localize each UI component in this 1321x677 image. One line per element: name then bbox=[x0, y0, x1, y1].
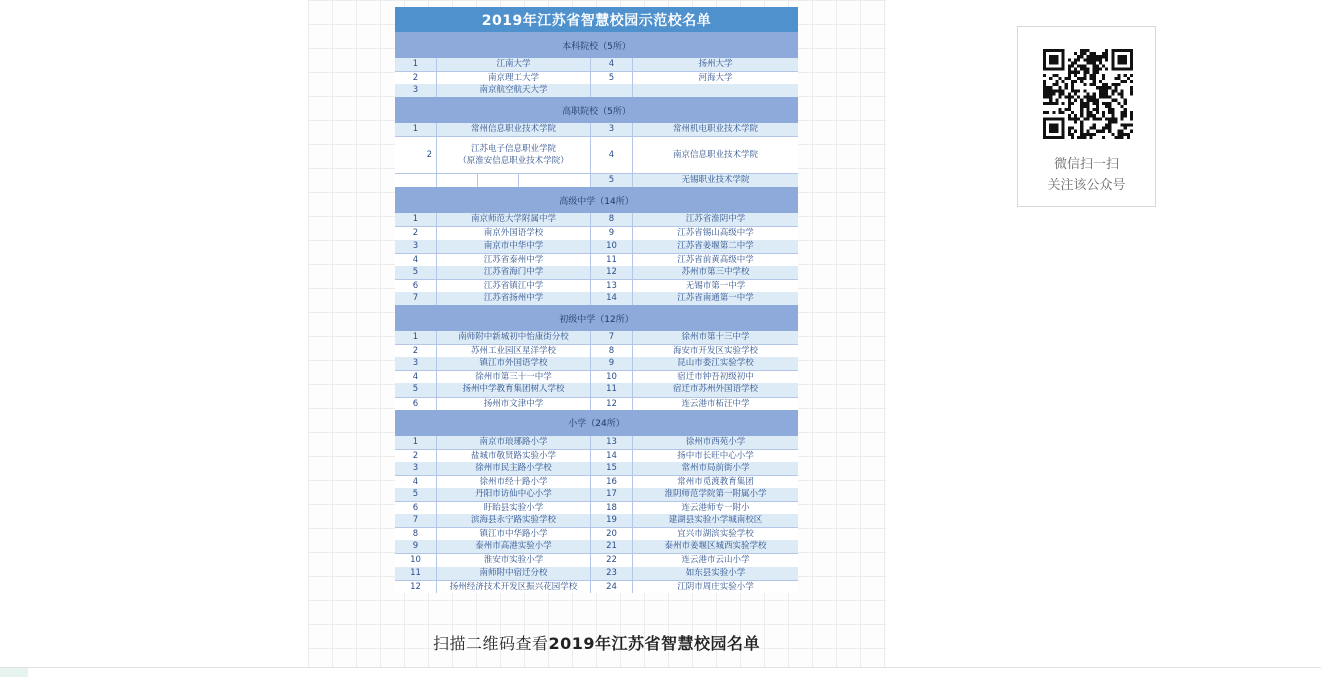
table-row bbox=[395, 58, 798, 71]
row-number-left: 1 bbox=[395, 123, 437, 136]
table-row bbox=[395, 71, 798, 84]
row-number-right: 8 bbox=[591, 213, 633, 226]
school-name-right: 宜兴市湖滨实验学校 bbox=[677, 529, 754, 540]
row-number-right: 4 bbox=[591, 58, 633, 71]
school-name-left: 徐州市第三十一中学 bbox=[437, 371, 591, 383]
school-name-right: 无锡市第一中学 bbox=[685, 280, 746, 291]
school-name-right: 江苏省淮阴中学 bbox=[685, 214, 746, 225]
school-name-right: 江阴市周庄实验小学 bbox=[677, 581, 754, 592]
row-number-left: 1 bbox=[395, 213, 437, 226]
qr-caption-line1: 微信扫一扫 bbox=[1053, 157, 1119, 172]
table-row bbox=[395, 540, 798, 553]
row-number-right: 7 bbox=[591, 331, 633, 344]
row-number-right: 10 bbox=[591, 240, 633, 253]
corner-tab bbox=[0, 668, 28, 677]
table-row bbox=[395, 397, 798, 410]
table-row bbox=[395, 213, 798, 226]
row-number-right: 10 bbox=[591, 371, 633, 383]
row-number-right: 3 bbox=[591, 123, 633, 136]
row-number-right: 14 bbox=[591, 292, 633, 305]
school-name-right: 泰州市姜堰区城西实验学校 bbox=[664, 541, 767, 552]
school-name-left: 扬州中学教育集团树人学校 bbox=[437, 383, 591, 396]
school-name-left: 南京市琅琊路小学 bbox=[437, 436, 591, 449]
section-header: 本科院校（5所） bbox=[395, 32, 798, 58]
section-header: 小学（24所） bbox=[395, 410, 798, 436]
school-name-right: 常州机电职业技术学院 bbox=[672, 124, 758, 135]
school-name-right: 连云港师专一附小 bbox=[681, 503, 750, 514]
school-name-left: 江苏省镇江中学 bbox=[437, 280, 591, 292]
row-number-left: 4 bbox=[395, 371, 437, 383]
school-name-left: 滨海县永宁路实验学校 bbox=[437, 514, 591, 527]
row-number-right: 12 bbox=[591, 398, 633, 410]
school-name-right: 南京信息职业技术学院 bbox=[672, 150, 758, 161]
row-number-right: 16 bbox=[591, 476, 633, 488]
row-number-left: 12 bbox=[395, 581, 437, 593]
school-name-left: 南师附中新城初中怡康街分校 bbox=[437, 331, 591, 344]
table-row bbox=[395, 266, 798, 279]
table-row bbox=[395, 253, 798, 266]
school-name-left: 淮安市实验小学 bbox=[437, 554, 591, 566]
row-number-right: 14 bbox=[591, 450, 633, 462]
school-name-right: 宿迁市苏州外国语学校 bbox=[672, 384, 758, 395]
school-list-sheet bbox=[395, 7, 798, 590]
school-name-right: 江苏省姜堰第二中学 bbox=[677, 240, 754, 251]
row-number-right: 18 bbox=[591, 502, 633, 514]
row-number-right: 5 bbox=[591, 174, 633, 187]
school-name-right: 扬州大学 bbox=[698, 59, 733, 69]
table-row bbox=[395, 383, 798, 396]
school-name-right: 江苏省前黄高级中学 bbox=[677, 254, 754, 265]
qr-card bbox=[1017, 26, 1156, 207]
row-number-right: 9 bbox=[591, 357, 633, 370]
school-name-right: 常州市觅渡教育集团 bbox=[677, 476, 754, 487]
table-row bbox=[395, 84, 798, 97]
row-number-right: 13 bbox=[591, 280, 633, 292]
section-header: 高级中学（14所） bbox=[395, 187, 798, 213]
school-name-left bbox=[437, 137, 591, 173]
section-header: 高职院校（5所） bbox=[395, 97, 798, 123]
table-row bbox=[395, 580, 798, 593]
school-name-right: 海安市开发区实验学校 bbox=[672, 346, 758, 357]
caption-prefix: 扫描二维码查看 bbox=[432, 634, 549, 653]
row-number-right: 15 bbox=[591, 462, 633, 475]
table-row bbox=[395, 226, 798, 239]
caption bbox=[395, 631, 798, 654]
table-row bbox=[395, 331, 798, 344]
school-name-left: 南京理工大学 bbox=[437, 72, 591, 84]
school-name-left: 丹阳市访仙中心小学 bbox=[437, 488, 591, 501]
row-number-left: 1 bbox=[395, 436, 437, 449]
table-row bbox=[395, 488, 798, 501]
school-name-left: 南京航空航天大学 bbox=[437, 84, 591, 97]
table-row bbox=[395, 553, 798, 566]
school-name-right: 昆山市娄江实验学校 bbox=[677, 358, 754, 369]
empty-cell bbox=[395, 174, 437, 187]
empty-cell bbox=[437, 174, 478, 187]
school-name-line1: 江苏电子信息职业学院 bbox=[470, 144, 556, 155]
school-name-right: 无锡职业技术学院 bbox=[633, 174, 798, 187]
school-name-left: 江苏省扬州中学 bbox=[437, 292, 591, 305]
school-name-right: 河海大学 bbox=[698, 73, 733, 84]
row-number-right: 13 bbox=[591, 436, 633, 449]
school-name-right: 徐州市西苑小学 bbox=[685, 436, 746, 447]
row-number-left: 2 bbox=[395, 72, 437, 84]
row-number-left: 2 bbox=[395, 345, 437, 357]
school-name-right: 扬中市长旺中心小学 bbox=[677, 450, 754, 461]
qr-caption-line2: 关注该公众号 bbox=[1047, 178, 1126, 193]
school-name-right: 宿迁市钟吾初级初中 bbox=[677, 372, 754, 383]
row-number-right: 17 bbox=[591, 488, 633, 501]
row-number-left: 3 bbox=[395, 240, 437, 253]
row-number-left: 3 bbox=[395, 462, 437, 475]
school-name-left: 镇江市中华路小学 bbox=[437, 528, 591, 540]
school-name-left: 徐州市民主路小学校 bbox=[437, 462, 591, 475]
empty-cell bbox=[519, 174, 591, 187]
school-name-right: 江苏省南通第一中学 bbox=[677, 292, 754, 303]
row-number-left: 7 bbox=[395, 292, 437, 305]
empty-cell bbox=[478, 174, 519, 187]
school-name-left: 徐州市经十路小学 bbox=[437, 476, 591, 488]
row-number-left: 1 bbox=[395, 331, 437, 344]
row-number-left: 5 bbox=[395, 488, 437, 501]
row-number-left: 8 bbox=[395, 528, 437, 540]
table-row bbox=[395, 344, 798, 357]
row-number-right: 20 bbox=[591, 528, 633, 540]
table-row bbox=[395, 292, 798, 305]
school-name-right: 建湖县实验小学城南校区 bbox=[668, 515, 763, 526]
table-row bbox=[395, 173, 798, 187]
table-row bbox=[395, 475, 798, 488]
school-name-left: 镇江市外国语学校 bbox=[437, 357, 591, 370]
row-number-right: 21 bbox=[591, 540, 633, 553]
table-row bbox=[395, 370, 798, 383]
row-number-left: 11 bbox=[395, 567, 437, 580]
row-number-left: 4 bbox=[395, 254, 437, 266]
table-row bbox=[395, 514, 798, 527]
bottom-divider bbox=[0, 667, 1321, 668]
school-name-left: 扬州经济技术开发区振兴花园学校 bbox=[437, 581, 591, 593]
row-number-right: 11 bbox=[591, 254, 633, 266]
school-name-left: 泰州市高港实验小学 bbox=[437, 540, 591, 553]
row-number-left: 2 bbox=[395, 137, 437, 173]
row-number-right: 4 bbox=[591, 137, 633, 173]
table-row bbox=[395, 567, 798, 580]
row-number-left: 3 bbox=[395, 357, 437, 370]
row-number-left: 1 bbox=[395, 58, 437, 71]
table-row bbox=[395, 357, 798, 370]
row-number-left: 6 bbox=[395, 280, 437, 292]
row-number-right: 8 bbox=[591, 345, 633, 357]
school-name-left: 盐城市敬贤路实验小学 bbox=[437, 450, 591, 462]
row-number-right: 12 bbox=[591, 266, 633, 279]
school-name-left: 扬州市文津中学 bbox=[437, 398, 591, 410]
row-number-right: 5 bbox=[591, 72, 633, 84]
row-number-right: 22 bbox=[591, 554, 633, 566]
school-name-left: 江苏省泰州中学 bbox=[437, 254, 591, 266]
row-number-right bbox=[591, 84, 633, 97]
school-name-left: 江苏省海门中学 bbox=[437, 266, 591, 279]
table-row bbox=[395, 527, 798, 540]
row-number-left: 10 bbox=[395, 554, 437, 566]
school-name-left: 南京外国语学校 bbox=[437, 227, 591, 239]
qr-code-icon[interactable] bbox=[1043, 49, 1133, 139]
row-number-left: 7 bbox=[395, 514, 437, 527]
section-header: 初级中学（12所） bbox=[395, 305, 798, 331]
row-number-left: 2 bbox=[395, 450, 437, 462]
row-number-left: 3 bbox=[395, 84, 437, 97]
school-name-right: 常州市局前街小学 bbox=[681, 462, 750, 473]
row-number-left: 9 bbox=[395, 540, 437, 553]
school-name-right: 如东县实验小学 bbox=[685, 567, 746, 578]
school-name-left: 盱眙县实验小学 bbox=[437, 502, 591, 514]
table-row bbox=[395, 240, 798, 253]
table-row bbox=[395, 462, 798, 475]
school-name-right: 徐州市第十三中学 bbox=[681, 332, 750, 343]
row-number-right: 11 bbox=[591, 383, 633, 396]
row-number-left: 6 bbox=[395, 502, 437, 514]
row-number-left: 5 bbox=[395, 266, 437, 279]
school-name-left: 江南大学 bbox=[437, 58, 591, 71]
school-name-right: 江苏省锡山高级中学 bbox=[677, 228, 754, 239]
school-name-right: 连云港市云山小学 bbox=[681, 555, 750, 566]
school-name-right: 连云港市柘汪中学 bbox=[681, 398, 750, 409]
row-number-left: 6 bbox=[395, 398, 437, 410]
school-name-left: 常州信息职业技术学院 bbox=[437, 123, 591, 136]
row-number-right: 19 bbox=[591, 514, 633, 527]
school-name-right: 淮阴师范学院第一附属小学 bbox=[664, 488, 767, 499]
table-row bbox=[395, 136, 798, 173]
table-row bbox=[395, 279, 798, 292]
sheet-title: 2019年江苏省智慧校园示范校名单 bbox=[395, 7, 798, 32]
row-number-right: 24 bbox=[591, 581, 633, 593]
school-name-right bbox=[633, 84, 798, 97]
row-number-right: 23 bbox=[591, 567, 633, 580]
school-name-left: 南京师范大学附属中学 bbox=[437, 213, 591, 226]
caption-bold: 2019年江苏省智慧校园名单 bbox=[548, 634, 761, 653]
row-number-right: 9 bbox=[591, 227, 633, 239]
school-name-line2: （原淮安信息职业技术学院） bbox=[458, 156, 569, 167]
table-row bbox=[395, 436, 798, 449]
row-number-left: 2 bbox=[395, 227, 437, 239]
table-row bbox=[395, 449, 798, 462]
table-row bbox=[395, 501, 798, 514]
row-number-left: 5 bbox=[395, 383, 437, 396]
school-name-left: 南师附中宿迁分校 bbox=[437, 567, 591, 580]
table-row bbox=[395, 123, 798, 136]
sections-container bbox=[395, 32, 798, 593]
school-name-left: 苏州工业园区星洋学校 bbox=[437, 345, 591, 357]
school-name-right: 苏州市第三中学校 bbox=[681, 266, 750, 277]
row-number-left: 4 bbox=[395, 476, 437, 488]
school-name-left: 南京市中华中学 bbox=[437, 240, 591, 253]
